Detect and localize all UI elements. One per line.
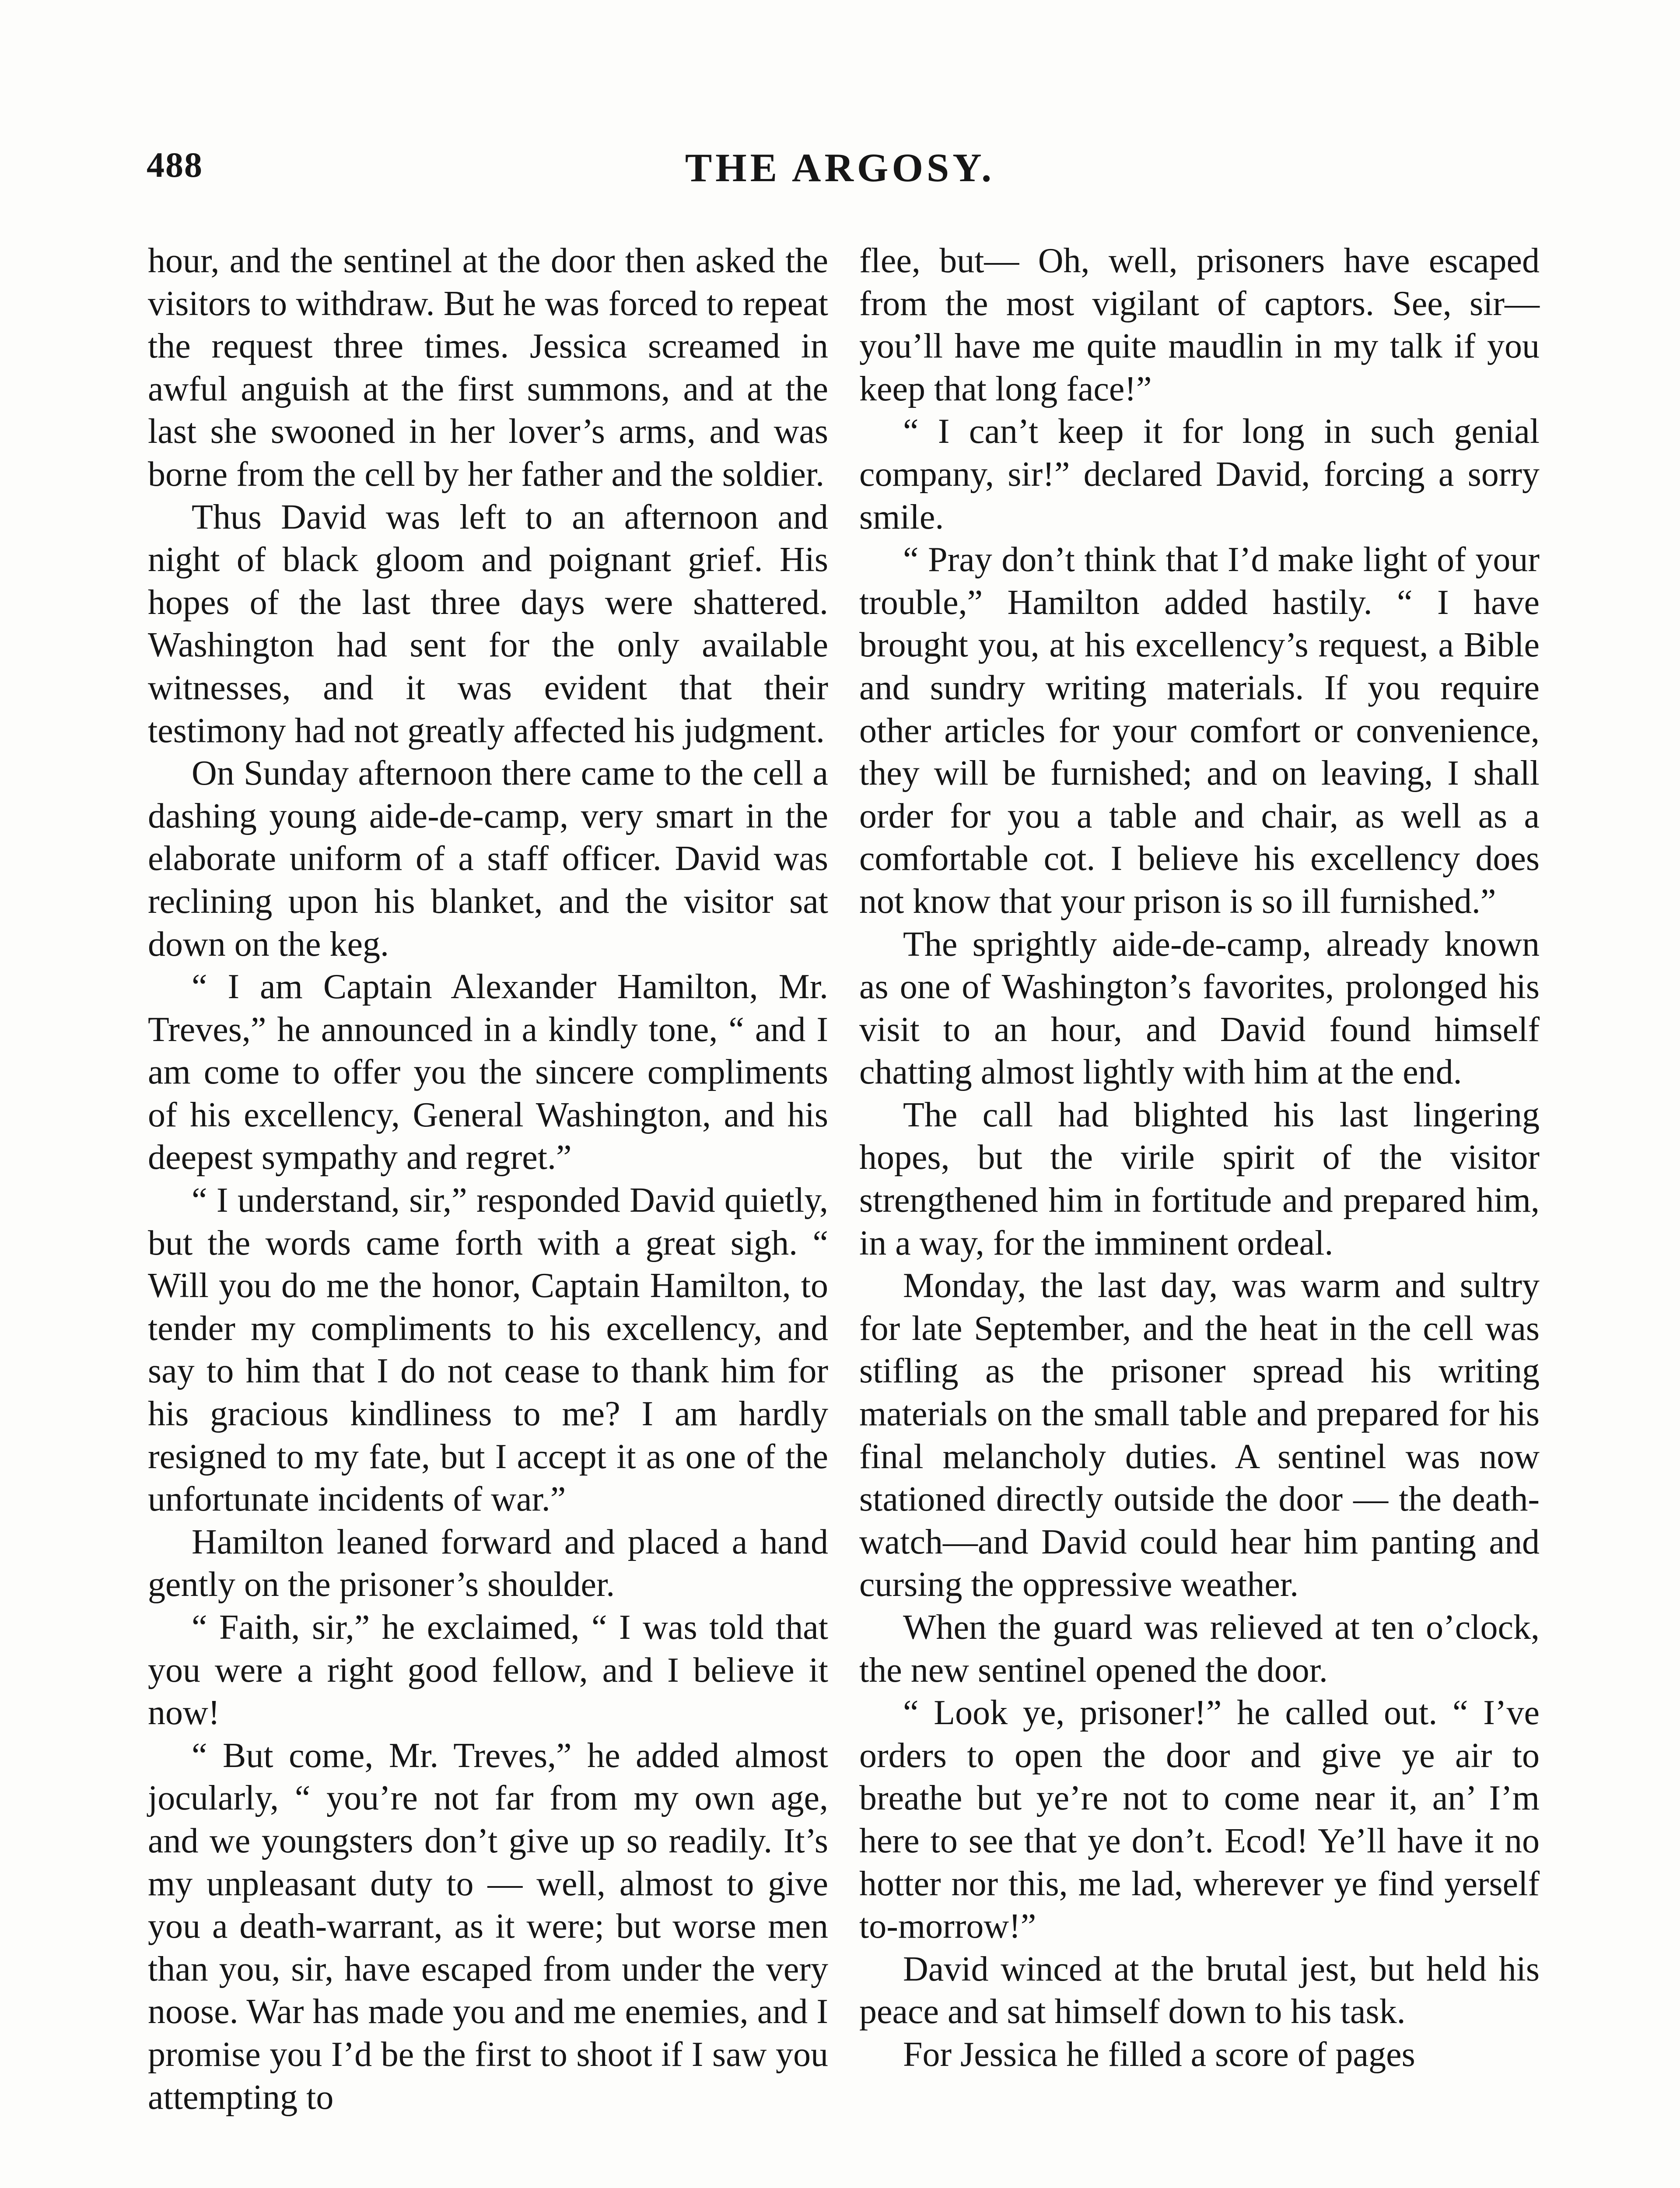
paragraph: Monday, the last day, was warm and sultry for late September, and the heat in the cell was stifling as the prisoner spread his writing materials on the small table and prepared for his final melancholy duties. A sentinel was now stationed directly outside the door — the death-watch—and David could hear him panting and cursing the oppressive weather. — [859, 1266, 1540, 1604]
paragraph: flee, but— Oh, well, prisoners have escaped from the most vigilant of captors. See, sir—you’ll have me quite maudlin in my talk if you keep that long face!” — [859, 242, 1540, 408]
paragraph: “ I understand, sir,” responded David quietly, but the words came forth with a great sigh. “ Will you do me the honor, Captain Hamilton, to tender my compliments to his excellency, and say to him that I do not cease to thank him for his gracious kindliness to me? I am hardly resigned to my fate, but I accept it as one of the unfortunate incidents of war.” — [148, 1181, 828, 1519]
paragraph: The call had blighted his last lingering hopes, but the virile spirit of the visitor strengthened him in fortitude and prepared him, in a way, for the imminent ordeal. — [859, 1095, 1540, 1262]
paragraph: Thus David was left to an afternoon and night of black gloom and poignant grief. His hopes of the last three days were shattered. Washington had sent for the only available witnesses, and it was evident that their testimony had not greatly affected his judgment. — [148, 498, 828, 750]
left-column — [148, 240, 828, 2119]
paragraph: On Sunday afternoon there came to the cell a dashing young aide-de-camp, very smart in the elaborate uniform of a staff officer. David was reclining upon his blanket, and the visitor sat down on the keg. — [148, 754, 828, 964]
paragraph: “ But come, Mr. Treves,” he added almost jocularly, “ you’re not far from my own age, and we youngsters don’t give up so readily. It’s my unpleasant duty to — well, almost to give you a death-warrant, as it were; but worse men than you, sir, have escaped from under the very noose. War has made you and me enemies, and I promise you I’d be the first to shoot if I saw you attempting to — [148, 1736, 828, 2117]
paragraph: For Jessica he filled a score of pages — [903, 2035, 1415, 2074]
paragraph: When the guard was relieved at ten o’clock, the new sentinel opened the door. — [859, 1608, 1540, 1690]
paragraph: “ I am Captain Alexander Hamilton, Mr. Treves,” he announced in a kindly tone, “ and I am come to offer you the sincere compliments of his excellency, General Washington, and his deepest sympathy and regret.” — [148, 968, 828, 1177]
running-title: THE ARGOSY. — [685, 145, 995, 190]
paragraph: “ Pray don’t think that I’d make light of your trouble,” Hamilton added hastily. “ I have brought you, at his excellency’s request, a Bible and sundry writing materials. If you require other articles for your comfort or convenience, they will be furnished; and on leaving, I shall order for you a table and chair, as well as a comfortable cot. I believe his excellency does not know that your prison is so ill furnished.” — [859, 540, 1540, 921]
paragraph: Hamilton leaned forward and placed a hand gently on the prisoner’s shoulder. — [148, 1522, 828, 1604]
page-header — [0, 144, 1680, 197]
page-number: 488 — [147, 145, 203, 185]
paragraph: David winced at the brutal jest, but held his peace and sat himself down to his task. — [859, 1950, 1540, 2031]
paragraph: “ I can’t keep it for long in such genial company, sir!” declared David, forcing a sorry smile. — [859, 412, 1540, 536]
paragraph: “ Faith, sir,” he exclaimed, “ I was told that you were a right good fellow, and I believe it now! — [148, 1608, 828, 1732]
paragraph: hour, and the sentinel at the door then asked the visitors to withdraw. But he was forced to repeat the request three times. Jessica screamed in awful anguish at the first summons, and at the last she swooned in her lover’s arms, and was borne from the cell by her father and the soldier. — [148, 242, 828, 494]
paragraph: “ Look ye, prisoner!” he called out. “ I’ve orders to open the door and give ye air to breathe but ye’re not to come near it, an’ I’m here to see that ye don’t. Ecod! Ye’ll have it no hotter nor this, me lad, wherever ye find yerself to-morrow!” — [859, 1694, 1540, 1946]
paragraph: The sprightly aide-de-camp, already known as one of Washington’s favorites, prolonged his visit to an hour, and David found himself chatting almost lightly with him at the end. — [859, 925, 1540, 1092]
right-column — [859, 240, 1540, 2076]
